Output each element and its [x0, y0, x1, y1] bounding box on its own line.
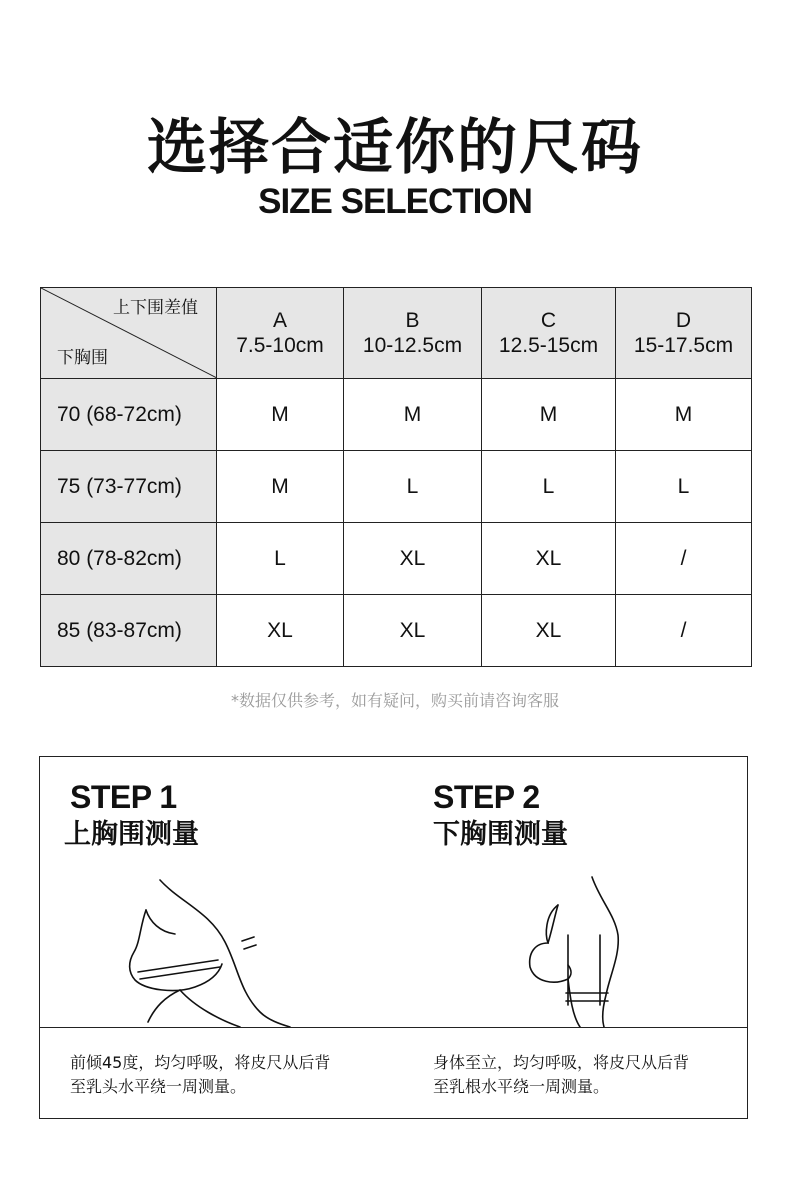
step-2-title: STEP 2	[433, 779, 540, 815]
table-header-row	[41, 288, 752, 379]
size-cell: XL	[344, 595, 482, 667]
size-cell: XL	[482, 595, 616, 667]
corner-label-difference: 上下围差值	[113, 298, 198, 318]
step-1-description: 前倾45度，均匀呼吸，将皮尺从后背 至乳头水平绕一周测量。	[70, 1053, 331, 1096]
step-2-subtitle: 下胸围测量	[433, 819, 568, 850]
size-cell: L	[482, 451, 616, 523]
table-row	[41, 595, 752, 667]
size-cell: XL	[482, 523, 616, 595]
row-header: 70 (68-72cm)	[41, 379, 217, 451]
row-header: 85 (83-87cm)	[41, 595, 217, 667]
size-cell: XL	[344, 523, 482, 595]
size-cell: M	[616, 379, 752, 451]
table-corner-cell	[41, 288, 217, 379]
size-cell: L	[344, 451, 482, 523]
row-header: 75 (73-77cm)	[41, 451, 217, 523]
page-title: 选择合适你的尺码	[147, 113, 643, 183]
step-2-description: 身体至立，均匀呼吸，将皮尺从后背 至乳根水平绕一周测量。	[433, 1053, 690, 1096]
size-cell: XL	[217, 595, 344, 667]
guide-divider	[40, 1027, 747, 1028]
size-table	[40, 287, 752, 667]
column-header-c: C 12.5-15cm	[482, 288, 616, 379]
size-cell: L	[616, 451, 752, 523]
column-header-d: D 15-17.5cm	[616, 288, 752, 379]
step-2-illustration-icon	[510, 875, 670, 1027]
table-row	[41, 523, 752, 595]
column-header-a: A 7.5-10cm	[217, 288, 344, 379]
measurement-guide	[39, 756, 748, 1119]
size-cell: M	[217, 451, 344, 523]
step-1-subtitle: 上胸围测量	[64, 819, 199, 850]
size-cell: M	[482, 379, 616, 451]
column-header-b: B 10-12.5cm	[344, 288, 482, 379]
size-cell: L	[217, 523, 344, 595]
table-row	[41, 451, 752, 523]
size-cell: M	[217, 379, 344, 451]
step-1-illustration-icon	[120, 872, 320, 1027]
row-header: 80 (78-82cm)	[41, 523, 217, 595]
size-cell: /	[616, 523, 752, 595]
table-row	[41, 379, 752, 451]
size-cell: M	[344, 379, 482, 451]
page-subtitle: SIZE SELECTION	[258, 182, 532, 221]
step-1-title: STEP 1	[70, 779, 177, 815]
disclaimer-note: *数据仅供参考，如有疑问，购买前请咨询客服	[230, 691, 559, 710]
size-cell: /	[616, 595, 752, 667]
corner-label-underbust: 下胸围	[57, 348, 108, 368]
